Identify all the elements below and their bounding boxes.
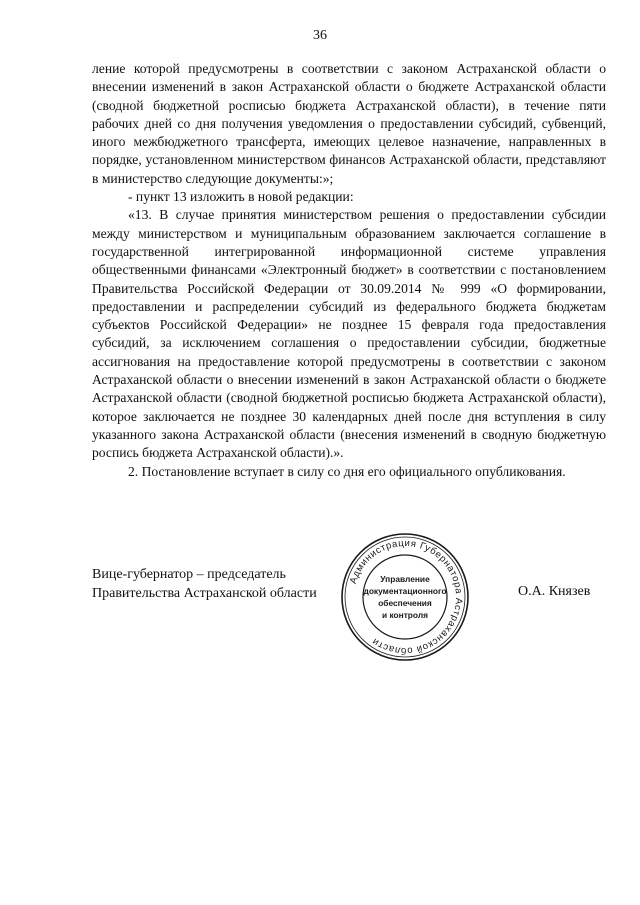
paragraph-effective-date: 2. Постановление вступает в силу со дня его официального опубликования. (128, 463, 566, 479)
signatory-position (92, 566, 317, 603)
paragraph-item-13-text: «13. В случае принятия министерством решения о предоставлении субсидии между министерством и муниципальным образованием заключается соглашение в государственной интегрированной информационной системе управления общественными финансами «Электронный бюджет» в соответствии с постановлением Правительства Российской Федерации от 30.09.2014 № 999 «О формировании, предоставлении и распределении субсидий из федерального бюджета бюджетам субъектов Российской Федерации» не позднее 15 февраля года предоставления субсидий, за исключением соглашения о предоставлении субсидии, бюджетные ассигнования на предоставление которой предусмотрены в соответствии с законом Астраханской области о внесении изменений в закон Астраханской области о бюджете Астраханской области (сводной бюджетной росписью бюджета Астраханской области), которое заключается не позднее 30 календарных дней после дня вступления в силу указанного закона Астраханской области (внесения изменений в сводную бюджетную роспись бюджета Астраханской области).». (92, 207, 606, 461)
stamp-inner-line-2: документационного (363, 586, 447, 596)
page-number: 36 (313, 28, 327, 43)
paragraph-item-13-heading: - пункт 13 изложить в новой редакции: (128, 189, 354, 205)
official-stamp (340, 532, 470, 662)
document-body (92, 60, 606, 481)
signatory-name: О.А. Князев (518, 584, 591, 599)
signatory-position-line-1: Вице-губернатор – председатель (92, 567, 286, 582)
stamp-inner-line-1: Управление (380, 574, 430, 584)
stamp-ring-text: Администрация Губернатора Астраханской области (347, 537, 465, 657)
stamp-inner-line-3: обеспечения (378, 598, 432, 608)
signatory-position-line-2: Правительства Астраханской области (92, 585, 317, 601)
stamp-inner-line-4: и контроля (381, 610, 429, 620)
paragraph-continuation: ление которой предусмотрены в соответствии с законом Астраханской области о внесении изменений в закон Астраханской области о бюджете Астраханской области (сводной бюджетной росписью бюджета Астраханской области), в течение пяти рабочих дней со дня получения уведомления о предоставлении субсидий, субвенций, иного межбюджетного трансферта, имеющих целевое назначение, направленных в порядке, установленном министерством финансов Астраханской области, представляют в министерство следующие документы:»; (92, 61, 606, 186)
